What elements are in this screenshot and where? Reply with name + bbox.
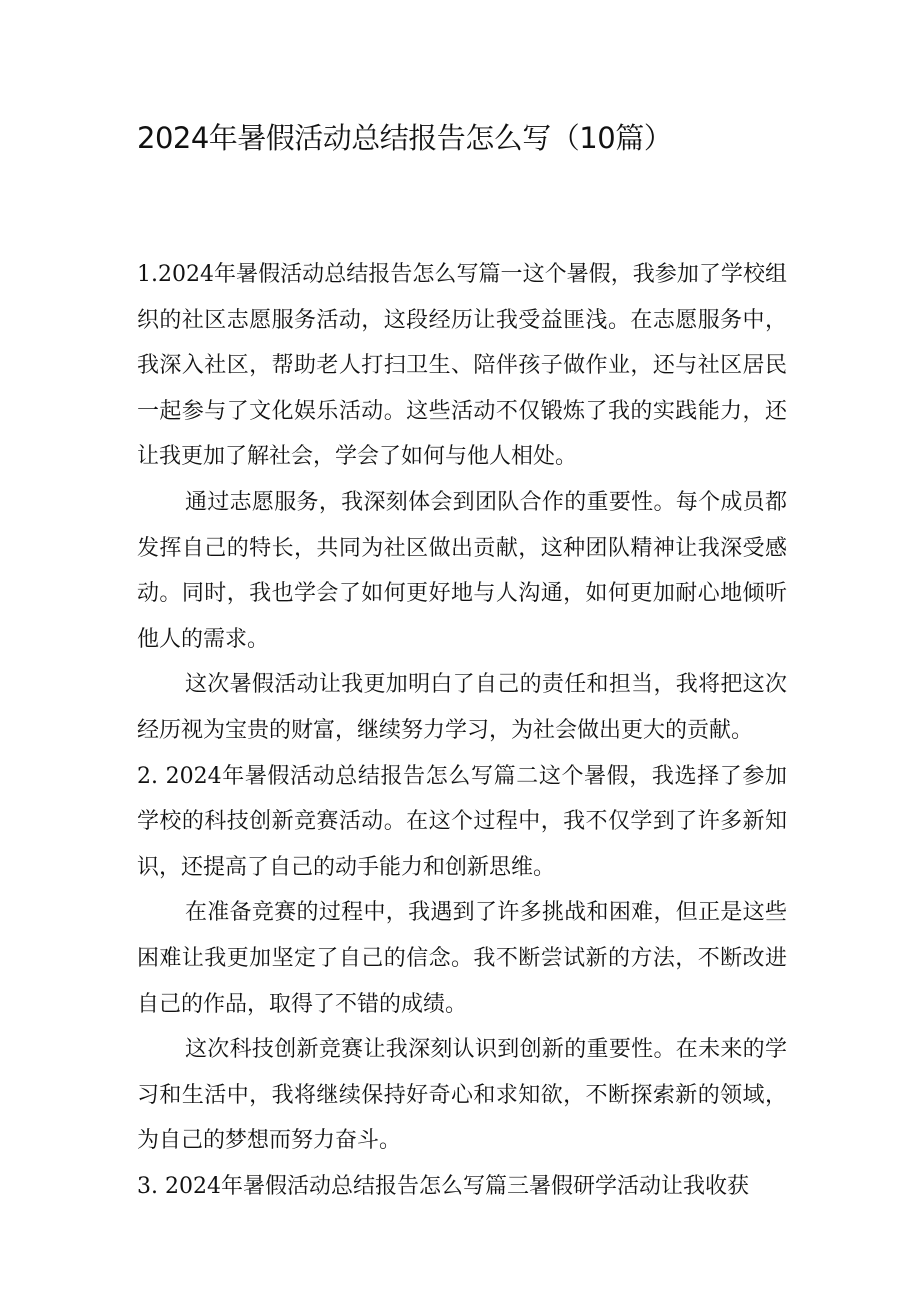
paragraph-challenges: 在准备竞赛的过程中，我遇到了许多挑战和困难，但正是这些困难让我更加坚定了自己的信念。我不断尝试新的方法，不断改进自己的作品，取得了不错的成绩。 — [137, 900, 787, 1017]
document-title: 2024年暑假活动总结报告怎么写（10篇） — [137, 121, 673, 155]
paragraph-innovation: 这次科技创新竞赛让我深刻认识到创新的重要性。在未来的学习和生活中，我将继续保持好奇心和求知欲，不断探索新的领域，为自己的梦想而努力奋斗。 — [137, 1037, 787, 1154]
paragraph-section-1-intro: 1.2024年暑假活动总结报告怎么写篇一这个暑假，我参加了学校组织的社区志愿服务活动，这段经历让我受益匪浅。在志愿服务中，我深入社区，帮助老人打扫卫生、陪伴孩子做作业，还与社区居民一起参与了文化娱乐活动。这些活动不仅锻炼了我的实践能力，还让我更加了解社会，学会了如何与他人相处。 — [137, 262, 787, 470]
paragraph-section-3-intro: 3. 2024年暑假活动总结报告怎么写篇三暑假研学活动让我收获 — [137, 1173, 749, 1199]
document-body — [137, 252, 787, 1209]
paragraph-section-2-intro: 2. 2024年暑假活动总结报告怎么写篇二这个暑假，我选择了参加学校的科技创新竞赛活动。在这个过程中，我不仅学到了许多新知识，还提高了自己的动手能力和创新思维。 — [137, 763, 787, 880]
paragraph-responsibility: 这次暑假活动让我更加明白了自己的责任和担当，我将把这次经历视为宝贵的财富，继续努力学习，为社会做出更大的贡献。 — [137, 672, 787, 743]
paragraph-teamwork: 通过志愿服务，我深刻体会到团队合作的重要性。每个成员都发挥自己的特长，共同为社区做出贡献，这种团队精神让我深受感动。同时，我也学会了如何更好地与人沟通，如何更加耐心地倾听他人的需求。 — [137, 489, 787, 652]
